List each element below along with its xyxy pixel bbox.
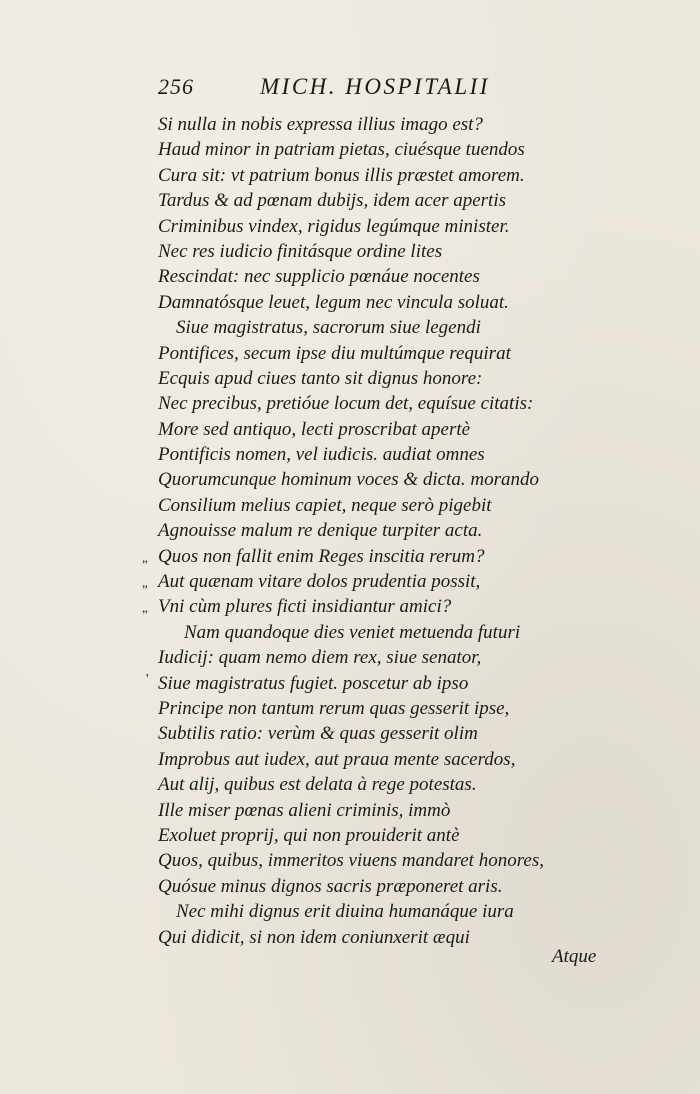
verse-line-text: Pontifices, secum ipse diu multúmque requirat [158,342,511,364]
verse-line [158,239,588,264]
verse-line [158,721,588,746]
verse-line [158,823,588,848]
verse-line-text: Aut quænam vitare dolos prudentia possit, [158,571,481,593]
verse-line [158,467,588,492]
verse-line [158,366,588,391]
verse-line-text: Exoluet proprij, qui non prouiderit antè [158,824,460,846]
verse-line [158,341,588,366]
verse-line [158,518,588,543]
verse-line-text: Nec precibus, pretióue locum det, equísue citatis: [158,393,534,415]
verse-line [158,315,588,340]
verse-line [158,442,588,467]
verse-line-text: Haud minor in patriam pietas, ciuésque tuendos [158,139,525,161]
verse-line-text: Nec res iudicio finitásque ordine lites [158,240,443,262]
verse-line-text: Aut alij, quibus est delata à rege potestas. [158,774,477,796]
verse-line-text: Pontificis nomen, vel iudicis. audiat omnes [158,444,485,466]
verse-line-text: More sed antiquo, lecti proscribat apertè [158,418,471,440]
verse-line [158,137,588,162]
verse-line-text: Agnouisse malum re denique turpiter acta. [158,520,483,542]
verse-line [158,772,588,797]
verse-line-text: Rescindat: nec supplicio pœnáue nocentes [158,266,480,288]
verse-line-text: Improbus aut iudex, aut praua mente sacerdos, [158,748,516,770]
verse-line-text: Quósue minus dignos sacris præponeret aris. [158,875,503,897]
verse-line [158,264,588,289]
verse-line-text: Qui didicit, si non idem coniunxerit æqui [158,926,470,948]
verse-line [142,569,588,594]
verse-line [158,214,588,239]
verse-line-text: Quos, quibus, immeritos viuens mandaret honores, [158,850,544,872]
quotation-marker: „ [142,600,148,616]
quotation-marker: ' [146,671,149,687]
verse-block [142,112,588,950]
verse-line-text: Siue magistratus fugiet. poscetur ab ipso [158,672,469,694]
catchword: Atque [552,946,597,967]
verse-line [158,391,588,416]
verse-line [158,925,588,950]
quotation-marker: „ [142,549,148,565]
verse-line [142,594,588,619]
verse-line [158,290,588,315]
verse-line-text: Consilium melius capiet, neque serò pigebit [158,494,492,516]
verse-line-text: Ille miser pœnas alieni criminis, immò [158,799,451,821]
verse-line [158,645,588,670]
verse-line-text: Nec mihi dignus erit diuina humanáque iura [176,901,514,923]
verse-line [142,544,588,569]
page-header [158,74,538,104]
verse-line-text: Si nulla in nobis expressa illius imago est? [158,114,483,135]
verse-line [158,112,588,137]
verse-line-text: Iudicij: quam nemo diem rex, siue senator, [158,647,482,669]
verse-line [158,696,588,721]
verse-line-text: Vni cùm plures ficti insidiantur amici? [158,596,452,618]
verse-line [158,417,588,442]
verse-line-text: Quorumcunque hominum voces & dicta. morando [158,469,540,491]
verse-line-text: Cura sit: vt patrium bonus illis præstet amorem. [158,164,525,186]
verse-line-text: Subtilis ratio: verùm & quas gesserit olim [158,723,478,745]
verse-line-text: Damnatósque leuet, legum nec vincula soluat. [158,291,509,313]
verse-line [158,747,588,772]
verse-line-text: Criminibus vindex, rigidus legúmque minister. [158,215,510,237]
verse-line [158,899,588,924]
verse-line [158,798,588,823]
verse-line [158,848,588,873]
verse-line-text: Tardus & ad pœnam dubiјs, idem acer apertis [158,190,507,212]
page-number: 256 [158,74,194,99]
verse-line-text: Ecquis apud ciues tanto sit dignus honore: [158,367,483,389]
verse-line [158,493,588,518]
verse-line [158,163,588,188]
verse-line-text: Siue magistratus, sacrorum siue legendi [176,317,481,339]
verse-line-text: Principe non tantum rerum quas gesserit ipse, [158,697,510,719]
verse-line-text: Nam quandoque dies veniet metuenda futuri [184,621,521,643]
verse-line [158,188,588,213]
verse-line [158,620,588,645]
quotation-marker: „ [142,575,148,591]
running-head: MICH. HOSPITALII [260,74,490,99]
verse-line-text: Quos non fallit enim Reges inscitia rerum? [158,545,485,567]
verse-line [146,671,588,696]
verse-line [158,874,588,899]
